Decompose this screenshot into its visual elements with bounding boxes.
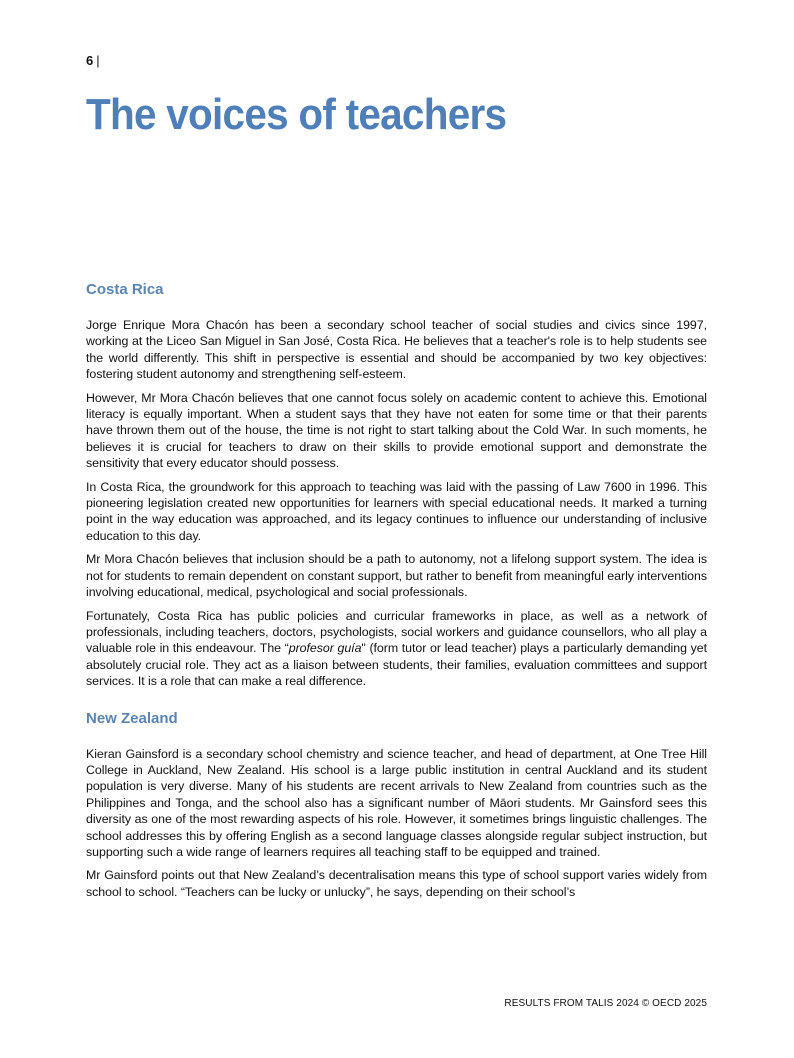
paragraph-text: Fortunately, Costa Rica has public policies and curricular frameworks in place, as well as a network of professionals, including teachers, doctors, psychologists, social workers and guidance counsellors, who all play a valuable role in this endeavour. The “ — [86, 608, 707, 656]
paragraph: Kieran Gainsford is a secondary school chemistry and science teacher, and head of department, at One Tree Hill College in Auckland, New Zealand. His school is a large public institution in central Auckland and its student population is very diverse. Many of his students are recent arrivals to New Zealand from countries such as the Philippines and Tonga, and the school also has a significant number of Māori students. Mr Gainsford sees this diversity as one of the most rewarding aspects of his role. However, it sometimes brings linguistic challenges. The school addresses this by offering English as a second language classes alongside regular subject instruction, but supporting such a wide range of learners requires all teaching staff to be equipped and trained. — [86, 746, 707, 859]
section-heading-costa-rica: Costa Rica — [86, 281, 164, 298]
section-heading-new-zealand: New Zealand — [86, 709, 178, 727]
page-footer: RESULTS FROM TALIS 2024 © OECD 2025 — [504, 998, 707, 1009]
page-title: The voices of teachers — [86, 90, 507, 139]
paragraph — [86, 608, 707, 690]
section-costa-rica — [86, 281, 707, 690]
page-number-header — [86, 53, 100, 68]
paragraph: However, Mr Mora Chacón believes that one cannot focus solely on academic content to achieve this. Emotional literacy is equally important. When a student says that they have not eaten for some time or that their parents have thrown them out of the house, the time is not right to start talking about the Cold War. In such moments, he believes it is crucial for teachers to draw on their skills to provide emotional support and demonstrate the sensitivity that every educator should possess. — [86, 390, 707, 471]
paragraph: Jorge Enrique Mora Chacón has been a secondary school teacher of social studies and civics since 1997, working at the Liceo San Miguel in San José, Costa Rica. He believes that a teacher's role is to help students see the world differently. This shift in perspective is essential and should be accompanied by two key objectives: fostering student autonomy and strengthening self-esteem. — [86, 318, 707, 382]
paragraph: Mr Gainsford points out that New Zealand’s decentralisation means this type of school support varies widely from school to school. “Teachers can be lucky or unlucky”, he says, depending on their school’s — [86, 868, 707, 899]
paragraph-text: " (form tutor or lead teacher) plays a particularly demanding yet absolutely crucial role. They act as a liaison between students, their families, evaluation committees and support services. It is a role that can make a real difference. — [86, 641, 707, 689]
paragraph: In Costa Rica, the groundwork for this approach to teaching was laid with the passing of Law 7600 in 1996. This pioneering legislation created new opportunities for learners with special educational needs. It marked a turning point in the way education was approached, and its legacy continues to influence our understanding of inclusive education to this day. — [86, 479, 707, 543]
section-new-zealand — [86, 710, 707, 901]
page-number-separator: | — [96, 53, 100, 68]
italic-term: profesor guía — [288, 641, 362, 656]
page-number: 6 — [86, 53, 94, 68]
main-content — [86, 281, 707, 907]
paragraph: Mr Mora Chacón believes that inclusion should be a path to autonomy, not a lifelong support system. The idea is not for students to remain dependent on constant support, but rather to benefit from meaningful early interventions involving educational, medical, psychological and social professionals. — [86, 552, 707, 600]
